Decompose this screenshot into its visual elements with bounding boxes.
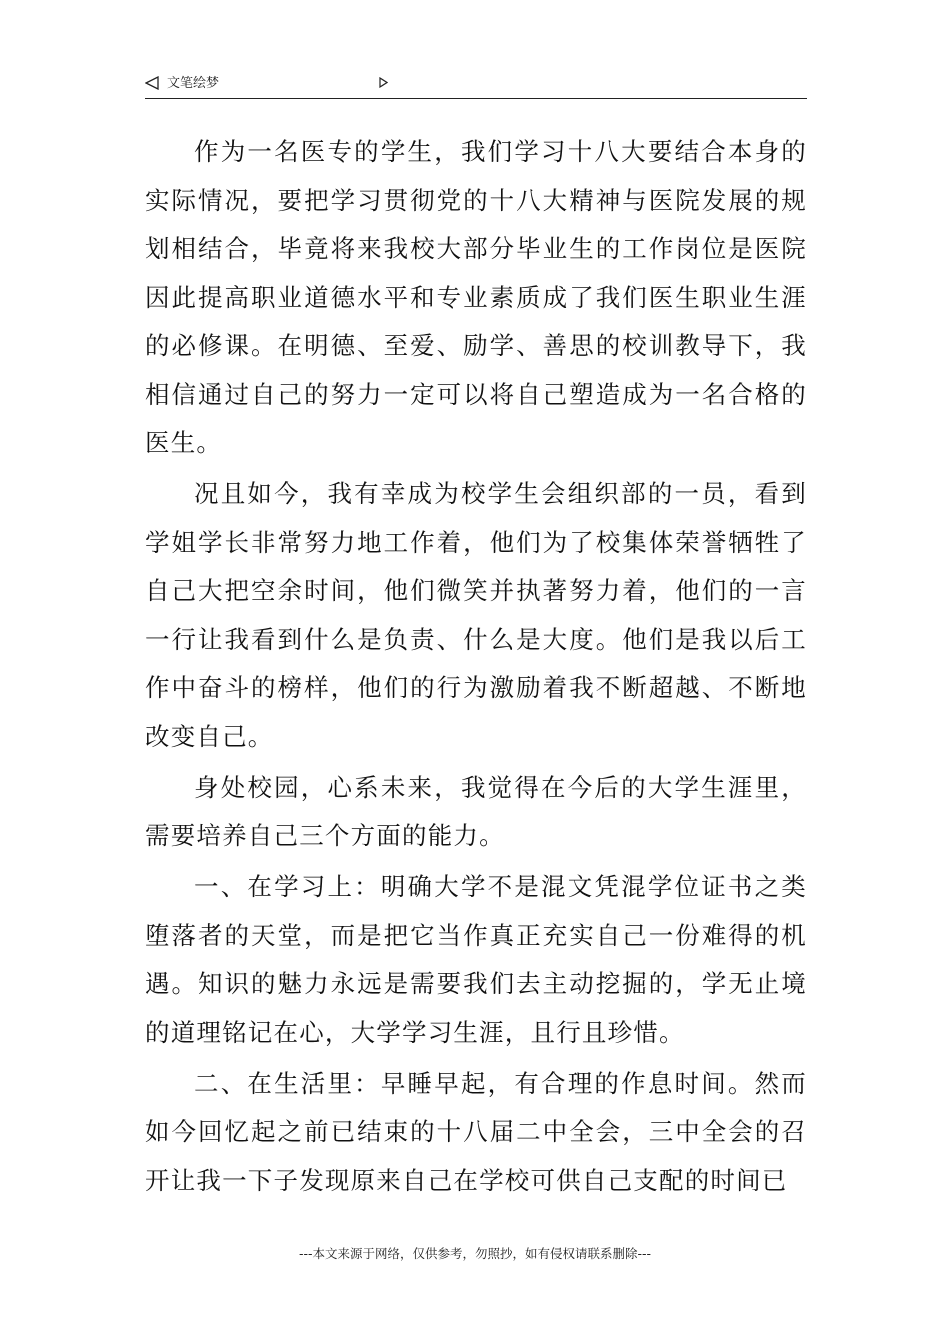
document-body [145,128,807,1205]
page-header [145,74,807,99]
paragraph-2: 况且如今，我有幸成为校学生会组织部的一员，看到学姐学长非常努力地工作着，他们为了校集体荣誉牺牲了自己大把空余时间，他们微笑并执著努力着，他们的一言一行让我看到什么是负责、什么是大度。他们是我以后工作中奋斗的榜样，他们的行为激励着我不断超越、不断地改变自己。 [145,479,807,751]
triangle-left-outline-icon [145,76,159,90]
paragraph-1: 作为一名医专的学生，我们学习十八大要结合本身的实际情况，要把学习贯彻党的十八大精神与医院发展的规划相结合，毕竟将来我校大部分毕业生的工作岗位是医院因此提高职业道德水平和专业素质成了我们医生职业生涯的必修课。在明德、至爱、励学、善思的校训教导下，我相信通过自己的努力一定可以将自己塑造成为一名合格的医生。 [145,137,807,457]
paragraph-5: 二、在生活里：早睡早起，有合理的作息时间。然而如今回忆起之前已结束的十八届二中全会，三中全会的召开让我一下子发现原来自己在学校可供自己支配的时间已 [145,1068,807,1195]
paragraph-4: 一、在学习上：明确大学不是混文凭混学位证书之类堕落者的天堂，而是把它当作真正充实自己一份难得的机遇。知识的魅力永远是需要我们去主动挖掘的，学无止境的道理铭记在心，大学学习生涯，且行且珍惜。 [145,872,807,1047]
footer-notice: ---本文来源于网络，仅供参考，勿照抄，如有侵权请联系删除--- [298,1246,652,1261]
triangle-right-outline-icon [379,77,388,88]
header-brand: 文笔绘梦 [167,76,220,91]
paragraph-3: 身处校园，心系未来，我觉得在今后的大学生涯里，需要培养自己三个方面的能力。 [145,772,807,850]
